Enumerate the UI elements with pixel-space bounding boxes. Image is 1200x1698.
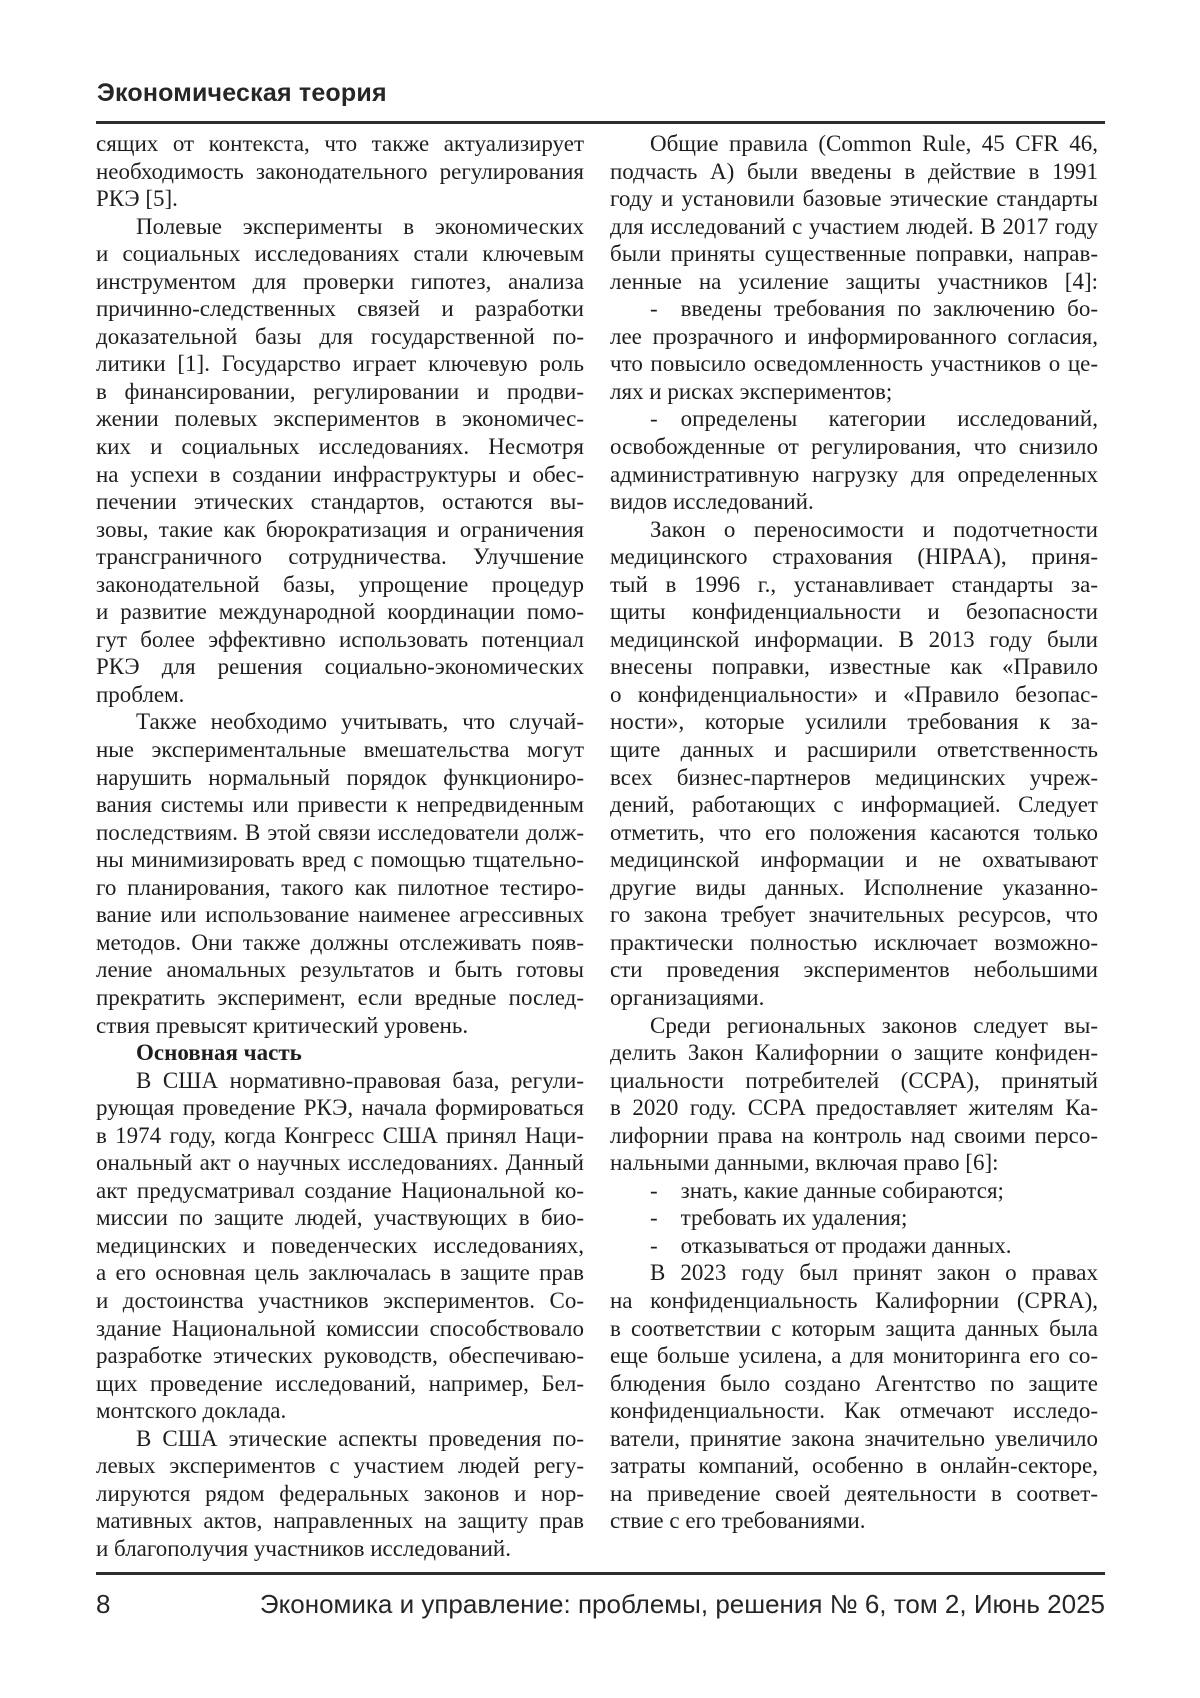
text-line: - определены категории исследований,	[650, 406, 1098, 432]
text-line: зовы, такие как бюрократизация и ограничения	[96, 516, 584, 542]
text-line: ности», которые усилили требования к за-	[610, 709, 1098, 735]
text-line: Полевые эксперименты в экономических	[136, 213, 584, 239]
text-line: вание или использование наименее агрессивных	[96, 902, 584, 928]
text-line: акт предусматривал создание Национальной ко-	[96, 1177, 584, 1203]
text-line: что повысило осведомленность участников о це-	[610, 351, 1098, 377]
text-line: конфиденциальности. Как отмечают исследо-	[610, 1398, 1098, 1424]
text-line: методов. Они также должны отслеживать появ-	[96, 929, 584, 955]
text-line: а его основная цель заключалась в защите прав	[96, 1260, 584, 1286]
text-line: печении этических стандартов, остаются вы-	[96, 489, 584, 515]
text-line: Закон о переносимости и подотчетности	[650, 516, 1098, 542]
text-line: Также необходимо учитывать, что случай-	[136, 709, 584, 735]
text-line: ные экспериментальные вмешательства могут	[96, 737, 584, 763]
text-line: законодательной базы, упрощение процедур	[96, 571, 584, 597]
text-line: и социальных исследованиях стали ключевым	[96, 241, 584, 267]
section-heading-line: Основная часть	[136, 1040, 302, 1066]
text-line: - знать, какие данные собираются;	[650, 1177, 1004, 1203]
text-line: в соответствии с которым защита данных была	[610, 1315, 1098, 1341]
text-line: и благополучия участников исследований.	[96, 1535, 511, 1561]
text-line: РКЭ для решения социально-экономических	[96, 654, 584, 680]
text-line: медицинских и поведенческих исследованиях,	[96, 1232, 584, 1258]
text-line: - введены требования по заключению бо-	[650, 296, 1098, 322]
left-text-column	[96, 130, 584, 1562]
text-line: лях и рисках экспериментов;	[610, 378, 893, 404]
text-line: причинно-следственных связей и разработки	[96, 296, 584, 322]
journal-issue-info: Экономика и управление: проблемы, решения № 6, том 2, Июнь 2025	[259, 1589, 1105, 1619]
text-line: разработке этических руководств, обеспечиваю-	[96, 1343, 584, 1369]
text-line: - отказываться от продажи данных.	[650, 1232, 1012, 1258]
text-line: видов исследований.	[610, 489, 814, 515]
text-line: лее прозрачного и информированного согласия,	[610, 323, 1098, 349]
page-footer	[96, 1589, 1105, 1620]
footer-rule	[96, 1572, 1105, 1575]
text-line: миссии по защите людей, участвующих в био-	[96, 1205, 584, 1231]
text-line: году и установили базовые этические стандарты	[610, 186, 1098, 212]
text-line: делить Закон Калифорнии о защите конфиден-	[610, 1040, 1098, 1066]
text-line: В США этические аспекты проведения по-	[136, 1425, 584, 1451]
text-line: в финансировании, регулировании и продви-	[96, 378, 584, 404]
text-line: нарушить нормальный порядок функциониро-	[96, 764, 584, 790]
text-line: го планирования, такого как пилотное тестиро-	[96, 874, 584, 900]
page-number: 8	[96, 1589, 111, 1619]
text-line: В США нормативно-правовая база, регули-	[136, 1067, 584, 1093]
running-head-section-title: Экономическая теория	[97, 79, 387, 107]
text-line: ствия превысят критический уровень.	[96, 1012, 469, 1038]
text-line: монтского доклада.	[96, 1398, 287, 1424]
text-line: прекратить эксперимент, если вредные послед-	[96, 984, 584, 1010]
text-line: ональный акт о научных исследованиях. Данный	[96, 1150, 584, 1176]
text-line: всех бизнес-партнеров медицинских учреж-	[610, 764, 1098, 790]
text-line: ких и социальных исследованиях. Несмотря	[96, 434, 584, 460]
text-line: щиты конфиденциальности и безопасности	[610, 599, 1098, 625]
text-line: и достоинства участников экспериментов. Со-	[96, 1287, 584, 1313]
text-line: тый в 1996 г., устанавливает стандарты за-	[610, 571, 1098, 597]
text-line: практически полностью исключает возможно-	[610, 929, 1098, 955]
text-line: го закона требует значительных ресурсов, что	[610, 902, 1098, 928]
text-line: литики [1]. Государство играет ключевую роль	[96, 351, 584, 377]
text-line: мативных актов, направленных на защиту прав	[96, 1508, 584, 1534]
text-line: на конфиденциальность Калифорнии (CPRA),	[610, 1287, 1098, 1313]
text-line: вания системы или привести к непредвиденным	[96, 792, 584, 818]
header-rule	[96, 121, 1105, 124]
text-line: и развитие международной координации помо-	[96, 599, 584, 625]
text-line: ватели, принятие закона значительно увеличило	[610, 1425, 1098, 1451]
text-line: на приведение своей деятельности в соответ-	[610, 1480, 1098, 1506]
text-line: левых экспериментов с участием людей регу-	[96, 1453, 584, 1479]
text-line: освобожденные от регулирования, что снизило	[610, 434, 1098, 460]
text-line: о конфиденциальности» и «Правило безопас-	[610, 681, 1098, 707]
text-line: для исследований с участием людей. В 2017 году	[610, 213, 1098, 239]
text-line: здание Национальной комиссии способствовало	[96, 1315, 584, 1341]
text-line: доказательной базы для государственной по-	[96, 323, 584, 349]
text-line: в 2020 году. CCPA предоставляет жителям Ка-	[610, 1095, 1098, 1121]
text-line: ствие с его требованиями.	[610, 1508, 866, 1534]
text-line: медицинской информации и не охватывают	[610, 847, 1098, 873]
text-line: другие виды данных. Исполнение указанно-	[610, 874, 1098, 900]
text-line: В 2023 году был принят закон о правах	[650, 1260, 1098, 1286]
text-line: ление аномальных результатов и быть готовы	[96, 957, 584, 983]
text-line: затраты компаний, особенно в онлайн-секторе,	[610, 1453, 1098, 1479]
text-line: ленные на усиление защиты участников [4]:	[610, 268, 1098, 294]
text-line: отметить, что его положения касаются только	[610, 819, 1098, 845]
text-line: на успехи в создании инфраструктуры и обес-	[96, 461, 584, 487]
text-line: Общие правила (Common Rule, 45 CFR 46,	[650, 131, 1098, 156]
text-line: - требовать их удаления;	[650, 1205, 908, 1231]
text-line: проблем.	[96, 681, 185, 707]
text-line: рующая проведение РКЭ, начала формироваться	[96, 1095, 584, 1121]
text-line: РКЭ [5].	[96, 186, 178, 212]
text-line: жении полевых экспериментов в экономичес-	[96, 406, 584, 432]
text-line: необходимость законодательного регулирования	[96, 158, 584, 184]
text-line: циальности потребителей (CCPA), принятый	[610, 1067, 1098, 1093]
text-line: внесены поправки, известные как «Правило	[610, 654, 1098, 680]
text-line: дений, работающих с информацией. Следует	[610, 792, 1098, 818]
text-line: нальными данными, включая право [6]:	[610, 1150, 999, 1176]
text-line: были приняты существенные поправки, направ-	[610, 241, 1098, 267]
text-line: щих проведение исследований, например, Бел-	[96, 1370, 584, 1396]
right-text-column	[610, 130, 1098, 1535]
text-line: Среди региональных законов следует вы-	[650, 1012, 1098, 1038]
text-line: щите данных и расширили ответственность	[610, 737, 1098, 763]
text-line: лифорнии права на контроль над своими персо-	[610, 1122, 1098, 1148]
text-line: медицинской информации. В 2013 году были	[610, 626, 1098, 652]
text-line: административную нагрузку для определенных	[610, 461, 1098, 487]
text-line: медицинского страхования (HIPAA), приня-	[610, 544, 1098, 570]
text-line: лируются рядом федеральных законов и нор-	[96, 1480, 584, 1506]
text-line: блюдения было создано Агентство по защите	[610, 1370, 1098, 1396]
text-line: сти проведения экспериментов небольшими	[610, 957, 1098, 983]
text-line: сящих от контекста, что также актуализирует	[96, 131, 584, 156]
text-line: трансграничного сотрудничества. Улучшение	[96, 544, 584, 570]
text-line: инструментом для проверки гипотез, анализа	[96, 268, 584, 294]
text-line: подчасть А) были введены в действие в 1991	[610, 158, 1098, 184]
text-line: организациями.	[610, 984, 765, 1010]
text-line: гут более эффективно использовать потенциал	[96, 626, 584, 652]
text-line: еще больше усилена, а для мониторинга его со-	[610, 1343, 1098, 1369]
text-line: последствиям. В этой связи исследователи долж-	[96, 819, 584, 845]
text-line: ны минимизировать вред с помощью тщательно-	[96, 847, 584, 873]
text-line: в 1974 году, когда Конгресс США принял Наци-	[96, 1122, 584, 1148]
